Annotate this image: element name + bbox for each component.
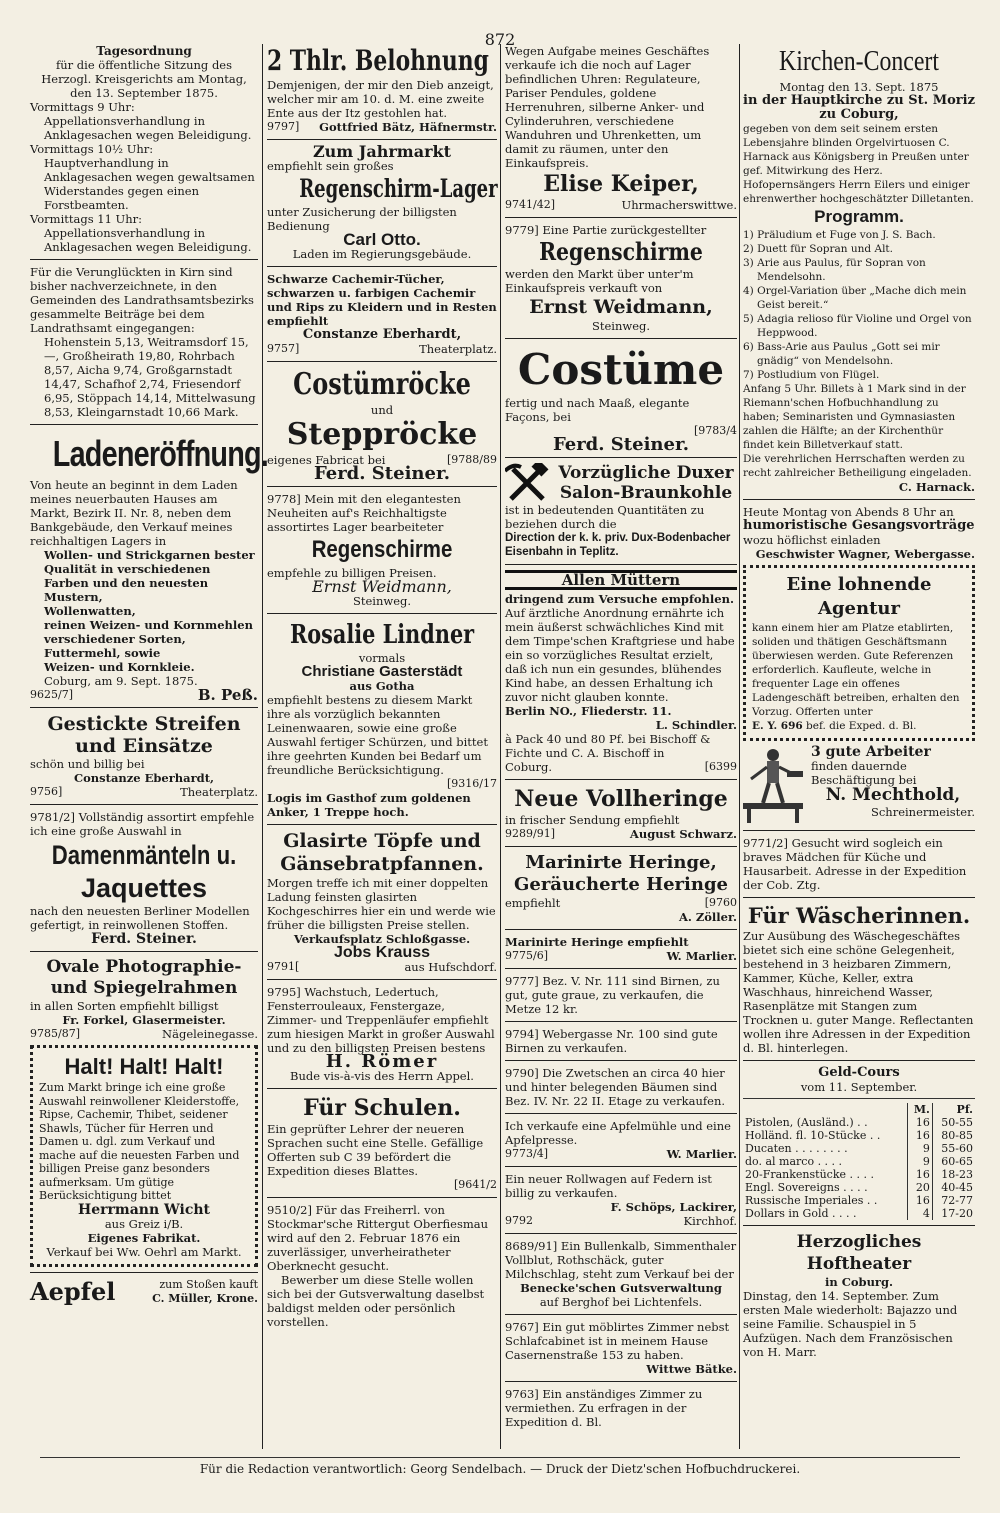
concert-date: Montag den 13. Sept. 1875 <box>779 80 939 94</box>
uhren-text: Wegen Aufgabe meines Geschäftes verkaufe ich die noch auf Lager befindlichen Uhren: Regulateure, Pariser Pendules, goldene Herrenuhren, silberne Anker- und Cylinderuhren, verschiedene Wanduhren und Uhrenketten, um damit zu räumen, unter den Einkaufspreis. <box>505 44 710 170</box>
tagesordnung-intro: für die öffentliche Sitzung des Herzogl. Kreisgerichts am Montag, den 13. September 1875. <box>41 58 247 100</box>
agentur-code: E. Y. 696 <box>752 720 803 732</box>
regenschirme-name: Ernst Weidmann, <box>312 577 452 596</box>
separator <box>30 951 258 952</box>
gestickte-ref: 9756] <box>30 785 63 798</box>
braunkohle-headline: Vorzügliche Duxer Salon-Braunkohle <box>558 463 734 503</box>
muettern-price: à Pack 40 und 80 Pf. bei Bischoff & Fichte und C. A. Bischoff in <box>505 732 711 760</box>
aepfel-ad <box>30 1278 258 1306</box>
pfennig-cell: Pf. <box>932 1103 975 1116</box>
separator <box>743 897 975 898</box>
laden-text: Von heute an beginnt in dem Laden meines neuerbauten Hauses am Markt, Bezirk II. Nr. 8, neben dem Bankgebäude, den Verkauf meines reichhaltigen Lagers in <box>30 478 238 548</box>
kirn-text: Für die Verunglückten in Kirn sind bisher nachverzeichnete, in den Gemeinden des Landrathsamtsbezirks gesammelte Beiträge bei dem Landrathsamt eingegangen: <box>30 265 254 335</box>
currency-table-body <box>743 1103 975 1220</box>
currency-row <box>743 1155 975 1168</box>
concert-ad <box>743 44 975 494</box>
imprint-footer: Für die Redaction verantwortlich: Georg Sendelbach. — Druck der Dietz'schen Hofbuchdruckerei. <box>40 1457 960 1476</box>
arbeiter-text: finden dauernde Beschäftigung bei <box>811 759 917 787</box>
separator <box>30 707 258 708</box>
agentur-headline: Eine lohnende Agentur <box>786 574 932 619</box>
tagesordnung-title: Tagesordnung <box>96 44 192 58</box>
separator <box>30 424 258 425</box>
column-divider <box>739 44 740 1449</box>
separator <box>267 1197 497 1198</box>
separator <box>505 1021 737 1022</box>
oberknecht-text: 9510/2] Für das Freiherrl. von Stockmar'sche Rittergut Oberfiesmau wird auf den 2. Februar 1876 ein zuverlässiger, unverheiratheter Oberknecht gesucht. <box>267 1203 489 1273</box>
gestickte-name: Constanze Eberhardt, <box>73 771 215 785</box>
belohnung-text: Demjenigen, der mir den Dieb anzeigt, welcher mir am 10. d. M. eine zweite Ente aus der Itz gestohlen hat. <box>267 78 494 120</box>
roemer-ad <box>267 985 497 1083</box>
gestickte-headline: Gestickte Streifen und Einsätze <box>47 713 241 757</box>
schulen-headline: Für Schulen. <box>303 1095 461 1121</box>
kirn-list: Hohenstein 5,13, Weitramsdorf 15,—, Großheirath 19,80, Rohrbach 8,57, Aicha 9,74, Großgarnstadt 14,47, Schafhof 2,74, Friesendorf 6,95, Stöppach 14,14, Mittelwasung 8,53, Kleingarnstadt 10,66 Mark. <box>44 335 256 419</box>
muettern-headline: Allen Müttern <box>505 570 737 590</box>
lindner-ref: [9316/17 <box>447 777 497 790</box>
separator <box>30 259 258 260</box>
toepfe-text: Morgen treffe ich mit einer doppelten Ladung feinsten glasirten Kochgeschirres hier ein und werde wie früher die billigsten Preise stellen. <box>267 876 496 932</box>
laden-headline: Ladeneröffnung. <box>52 433 268 474</box>
separator <box>505 968 737 969</box>
gestickte-place: Theaterplatz. <box>180 785 258 799</box>
program-item: 1) Präludium et Fuge von J. S. Bach. <box>743 229 936 241</box>
mark-cell: 16 <box>908 1168 933 1181</box>
vollheringe-name: August Schwarz. <box>629 827 737 841</box>
ovale-headline: Ovale Photographie- und Spiegelrahmen <box>46 957 242 998</box>
pfennig-cell: 60-65 <box>932 1155 975 1168</box>
heringe-text: empfiehlt <box>505 896 561 910</box>
weidmann-place: Steinweg. <box>591 319 651 333</box>
heringe-headline: Marinirte Heringe, Geräucherte Heringe <box>514 852 728 895</box>
muettern-ad <box>505 570 737 774</box>
muettern-place: Berlin NO., Fliederstr. 11. <box>505 704 672 718</box>
separator <box>267 139 497 140</box>
laden-signature: B. Peß. <box>197 686 258 704</box>
agentur-end: bef. die Exped. d. Bl. <box>806 720 917 732</box>
ovale-ad <box>30 957 258 1041</box>
ovale-name: Fr. Forkel, Glasermeister. <box>62 1013 226 1027</box>
laden-ref: 9625/7] <box>30 688 73 701</box>
column-3 <box>505 44 737 1433</box>
toepfe-origin: aus Hufschdorf. <box>404 960 497 974</box>
mark-cell: 16 <box>908 1116 933 1129</box>
column-4 <box>743 44 975 1363</box>
zimmer-ad <box>505 1320 737 1376</box>
agentur-ad <box>743 565 975 741</box>
zwetschen-ad: 9790] Die Zwetschen an circa 40 hier und hinter belegenden Bäumen sind Bez. IV. Nr. 22 II. Etage zu verkaufen. <box>505 1066 726 1108</box>
laden-item: Futtermehl, sowie <box>44 646 161 660</box>
jahrmarkt-ad <box>267 142 498 261</box>
aepfel-headline: Aepfel <box>30 1276 116 1306</box>
marlier-heringe-text: Marinirte Heringe empfiehlt <box>505 935 689 949</box>
laden-ad <box>30 430 268 704</box>
pfennig-cell: 17-20 <box>932 1207 975 1220</box>
waescherinnen-headline: Für Wäscherinnen. <box>747 903 971 928</box>
program-item: 7) Postludium von Flügel. <box>743 369 880 381</box>
lindner-vormals: vormals <box>358 651 406 665</box>
bullenkalb-ad <box>505 1239 737 1309</box>
currency-name-cell <box>743 1103 908 1116</box>
weidmann-ad <box>505 223 737 333</box>
regenschirme-headline: Regenschirme <box>311 536 453 563</box>
heringe-name: A. Zöller. <box>678 910 737 924</box>
separator <box>267 1088 497 1089</box>
lindner-logis: Logis im Gasthof zum goldenen Anker, 1 Treppe hoch. <box>267 791 471 819</box>
currency-name-cell: Ducaten . . . . . . . . <box>745 1142 848 1155</box>
regenschirm-lager-headline: Regenschirm-Lager <box>299 174 498 203</box>
separator <box>30 1272 258 1273</box>
ovale-text: in allen Sorten empfiehlt billigst <box>30 999 219 1013</box>
lindner-ad <box>267 619 497 819</box>
currency-row <box>743 1142 975 1155</box>
waescherinnen-text: Zur Ausübung des Wäschegeschäftes bietet sich eine schöne Gelegenheit, bestehend in 3 heizbaren Zimmern, Kammer, Küche, Keller, extra Waschhaus, hinreichend Wasser, Rasenplätze mit Stangen zum Trocknen u. guter Mange. Reflectanten wollen ihre Adressen in der Expedition d. Bl. hinterlegen. <box>743 929 974 1055</box>
costuemroecke-und: und <box>370 403 394 417</box>
braunkohle-ad <box>505 463 737 559</box>
heringe-ad <box>505 852 737 924</box>
laden-item: Weizen- und Kornkleie. <box>44 660 195 674</box>
currency-row <box>743 1207 975 1220</box>
heringe-ref: [9760 <box>704 896 737 909</box>
vollheringe-ad <box>505 785 737 841</box>
muettern-ref: [6399 <box>704 760 737 773</box>
separator <box>505 1233 737 1234</box>
bullenkalb-name: Benecke'schen Gutsverwaltung <box>520 1281 722 1295</box>
roemer-text: 9795] Wachstuch, Ledertuch, Fensterrouleaux, Fenstergaze, Zimmer- und Treppenläufer empfiehlt zum hiesigen Markt in großer Auswahl und zu den billigsten Preisen bestens <box>267 985 495 1055</box>
concert-thanks: Die verehrlichen Herrschaften werden zu recht zahlreicher Betheiligung eingeladen. <box>743 453 972 479</box>
geldcours-title: Geld-Cours <box>818 1065 900 1080</box>
mark-cell: 9 <box>908 1155 933 1168</box>
damenmaentel-headline: Damenmänteln u. <box>51 840 237 870</box>
marlier-heringe-name: W. Marlier. <box>666 949 737 963</box>
currency-name-cell: do. al marco . . . . <box>745 1155 843 1168</box>
braunkohle-text: ist in bedeutenden Quantitäten zu beziehen durch die <box>505 503 705 531</box>
theater-city: in Coburg. <box>824 1275 894 1289</box>
belohnung-headline: 2 Thlr. Belohnung <box>267 44 489 77</box>
gesang-sub: wozu höflichst einladen <box>743 533 881 547</box>
bullenkalb-text: 8689/91] Ein Bullenkalb, Simmenthaler Vollblut, Rothschäck, guter Milchschlag, steht zum Verkauf bei der <box>505 1239 737 1281</box>
gesang-text: Heute Montag von Abends 8 Uhr an <box>743 505 954 519</box>
separator <box>267 486 497 487</box>
separator <box>505 217 737 218</box>
uhren-place: Uhrmacherswittwe. <box>621 198 737 212</box>
apfelmuehle-ref: 9773/4] <box>505 1147 548 1160</box>
rollwagen-ad <box>505 1172 737 1228</box>
concert-info: Anfang 5 Uhr. Billets à 1 Mark sind in der Riemann'schen Hofbuchhandlung zu haben; Seminaristen und Gymnasiasten zahlen die Hälfte; an der Kirchenthür findet kein Billetverkauf statt. <box>743 383 966 451</box>
currency-row <box>743 1168 975 1181</box>
separator <box>505 1381 737 1382</box>
costuemroecke-name: Ferd. Steiner. <box>313 463 451 484</box>
tagesordnung-item: Vormittags 10½ Uhr: Hauptverhandlung in Anklagesachen wegen gewaltsamen Widerstandes gegen einen Forstbeamten. <box>30 142 255 212</box>
concert-text: gegeben von dem seit seinem ersten Lebensjahre blinden Orgelvirtuosen C. Harnack aus Königsberg in Preußen unter gef. Mitwirkung des Herz. Hofopernsängers Herrn Eilers und einiger ehrenwerther hochgeschätzter Dilletanten. <box>743 123 974 205</box>
belohnung-name: Gottfried Bätz, Häfnermstr. <box>319 120 497 134</box>
muettern-name: L. Schindler. <box>655 718 737 732</box>
costueme-headline: Costüme <box>517 345 725 394</box>
mark-cell: 16 <box>908 1194 933 1207</box>
separator <box>505 1060 737 1061</box>
pfennig-cell: 80-85 <box>932 1129 975 1142</box>
muettern-city: Coburg. <box>505 760 553 774</box>
pfennig-cell: 40-45 <box>932 1181 975 1194</box>
costuemroecke-text: eigenes Fabricat bei <box>267 453 386 467</box>
costuemroecke-ref: [9788/89 <box>447 453 497 466</box>
currency-table <box>743 1103 975 1220</box>
uhren-ref: 9741/42] <box>505 198 555 211</box>
program-item: 3) Arie aus Paulus, für Sopran von Mendelsohn. <box>743 257 926 283</box>
costueme-name: Ferd. Steiner. <box>552 434 690 455</box>
costueme-ref: [9783/4 <box>694 424 737 437</box>
gestickte-text: schön und billig bei <box>30 757 145 771</box>
concert-city: zu Coburg, <box>819 107 899 122</box>
mark-cell: 20 <box>908 1181 933 1194</box>
halt-name: Herrmann Wicht <box>78 1201 210 1218</box>
braunkohle-direction: Direction der k. k. priv. Dux-Bodenbacher Eisenbahn in Teplitz. <box>505 532 731 558</box>
jahrmarkt-name: Carl Otto. <box>343 230 421 249</box>
currency-name-cell: Pistolen, (Ausländ.) . . <box>745 1116 868 1129</box>
jahrmarkt-title: Zum Jahrmarkt <box>312 142 451 161</box>
halt-text: Zum Markt bringe ich eine große Auswahl reinwollener Kleiderstoffe, Ripse, Cachemir, Thibet, seidener Shawls, Tücher für Herren und Damen u. dgl. zum Verkauf und mache auf die neuesten Farben und billigen Preise ganz besonders aufmerksam. Um gütige Berücksichtigung bittet <box>39 1081 240 1202</box>
cachemir-ad <box>267 272 497 356</box>
ovale-ref: 9785/87] <box>30 1027 80 1040</box>
currency-name-cell: Dollars in Gold . . . . <box>745 1207 857 1220</box>
currency-row <box>743 1181 975 1194</box>
maedchen-ad: 9771/2] Gesucht wird sogleich ein braves Mädchen für Küche und Hausarbeit. Adresse in der Expedition der Cob. Ztg. <box>743 836 967 892</box>
halt-place: aus Greiz i/B. <box>104 1216 184 1231</box>
schulen-text: Ein geprüfter Lehrer der neueren Sprachen sucht eine Stelle. Gefällige Offerten sub C 39 befördert die Expedition dieses Blattes. <box>267 1122 484 1178</box>
laden-item: reinen Weizen- und Kornmehlen verschiedener Sorten, <box>44 618 253 646</box>
laden-item: Wollen- und Strickgarnen bester Qualität in verschiedenen Farben und den neuesten Mustern, <box>44 548 255 604</box>
separator <box>505 338 737 339</box>
mark-cell: M. <box>908 1103 933 1116</box>
arbeiter-name: N. Mechthold, <box>825 785 961 805</box>
apfelmuehle-text: Ich verkaufe eine Apfelmühle und eine Apfelpresse. <box>505 1119 731 1147</box>
separator <box>505 1113 737 1114</box>
uhren-ad <box>505 44 737 212</box>
zimmer2-ad: 9763] Ein anständiges Zimmer zu vermiethen. Zu erfragen in der Expedition d. Bl. <box>505 1387 703 1429</box>
damenmaentel-text: nach den neuesten Berliner Modellen gefertigt, in reinwollenen Stoffen. <box>30 904 250 932</box>
steppdroecke-headline: Steppröcke <box>286 417 478 452</box>
separator <box>743 1098 975 1099</box>
cachemir-place: Theaterplatz. <box>419 342 497 356</box>
aepfel-text: zum Stoßen kauft <box>159 1277 258 1291</box>
gesang-headline: humoristische Gesangsvorträge <box>743 518 975 533</box>
cachemir-ref: 9757] <box>267 342 300 355</box>
separator <box>505 846 737 847</box>
muettern-text: Auf ärztliche Anordnung ernährte ich mein äußerst schwächliches Kind mit dem Timpe'schen Kraftgriese und habe ein so vorzügliches Resultat erzielt, daß ich nun ein gesundes, blühendes Kind habe, an dessen Erhaltung ich zuvor nicht glauben konnte. <box>505 606 735 704</box>
separator <box>267 824 497 825</box>
cachemir-name: Constanze Eberhardt, <box>302 327 462 342</box>
currency-row <box>743 1129 975 1142</box>
separator <box>267 361 497 362</box>
weidmann-text: werden den Markt über unter'm Einkaufspreis verkauft von <box>505 267 694 295</box>
marlier-heringe-ad <box>505 935 737 963</box>
lindner-headline: Rosalie Lindner <box>290 620 475 650</box>
belohnung-ad <box>267 44 497 134</box>
birnen-ad: 9777] Bez. V. Nr. 111 sind Birnen, zu gut, gute graue, zu verkaufen, die Metze 12 kr. <box>505 974 720 1016</box>
jahrmarkt-sub: empfiehlt sein großes <box>267 159 394 173</box>
costueme-text: fertig und nach Maaß, elegante Façons, bei <box>505 396 690 424</box>
arbeiter-place: Schreinermeister. <box>870 804 975 819</box>
vollheringe-headline: Neue Vollheringe <box>514 786 728 812</box>
aepfel-name: C. Müller, Krone. <box>152 1291 258 1305</box>
tagesordnung-item: Vormittags 11 Uhr: Appellationsverhandlung in Anklagesachen wegen Beleidigung. <box>30 212 252 254</box>
rollwagen-name: F. Schöps, Lackirer, <box>610 1200 737 1214</box>
jahrmarkt-text: unter Zusicherung der billigsten Bedienung <box>267 205 457 233</box>
damenmaentel-ad <box>30 810 258 946</box>
halt-headline: Halt! Halt! Halt! <box>64 1054 224 1079</box>
separator <box>505 457 737 458</box>
page-number: 872 <box>484 30 516 49</box>
mark-cell: 4 <box>908 1207 933 1220</box>
concert-program-title: Programm. <box>814 207 904 226</box>
vollheringe-text: in frischer Sendung empfiehlt <box>505 813 680 827</box>
currency-header-row <box>743 1103 975 1116</box>
gesang-name: Geschwister Wagner, Webergasse. <box>755 547 975 561</box>
theater-text: Dinstag, den 14. September. Zum ersten Male wiederholt: Bajazzo und seine Familie. Schauspiel in 5 Aufzügen. Nach dem Französischen von H. Marr. <box>743 1289 958 1359</box>
concert-sign: C. Harnack. <box>898 480 975 494</box>
roemer-name: H. Römer <box>325 1051 439 1072</box>
theater-ad <box>743 1231 975 1359</box>
program-item: 5) Adagia relioso für Violine und Orgel von Heppwood. <box>743 313 972 339</box>
currency-name-cell: 20-Frankenstücke . . . . <box>745 1168 874 1181</box>
separator <box>743 830 975 831</box>
currency-row <box>743 1116 975 1129</box>
weidmann-headline: Regenschirme <box>539 237 703 266</box>
webergasse-birnen-ad: 9794] Webergasse Nr. 100 sind gute Birnen zu verkaufen. <box>505 1027 718 1055</box>
cachemir-text: Schwarze Cachemir-Tücher, schwarzen u. farbigen Cachemir und Rips zu Kleidern und in Resten empfiehlt <box>267 272 497 328</box>
pfennig-cell: 18-23 <box>932 1168 975 1181</box>
rollwagen-text: Ein neuer Rollwagen auf Federn ist billig zu verkaufen. <box>505 1172 712 1200</box>
arbeiter-ad <box>743 745 975 825</box>
regenschirme-text: empfehle zu billigen Preisen. <box>267 566 437 580</box>
concert-headline: Kirchen-Concert <box>779 46 939 77</box>
column-divider <box>500 44 501 1449</box>
regenschirme-ad <box>267 492 497 608</box>
geldcours-date: vom 11. September. <box>800 1080 918 1094</box>
mark-cell: 9 <box>908 1142 933 1155</box>
separator <box>505 929 737 930</box>
oberknecht-ad <box>267 1203 497 1329</box>
carpenter-worker-icon <box>743 745 805 825</box>
laden-place-date: Coburg, am 9. Sept. 1875. <box>44 674 198 688</box>
program-item: 2) Duett für Sopran und Alt. <box>743 243 893 255</box>
regenschirme-intro: 9778] Mein mit den elegantesten Neuheiten auf's Reichhaltigste assortirtes Lager bearbeiteter <box>267 492 461 534</box>
concert-place: in der Hauptkirche zu St. Moriz <box>743 93 975 108</box>
uhren-name: Elise Keiper, <box>543 171 699 197</box>
gesang-ad <box>743 505 975 561</box>
tagesordnung-notice <box>30 44 258 254</box>
halt-ad <box>30 1045 258 1267</box>
bullenkalb-place: auf Berghof bei Lichtenfels. <box>539 1295 703 1309</box>
lindner-place: aus Gotha <box>349 679 415 693</box>
pfennig-cell: 72-77 <box>932 1194 975 1207</box>
theater-headline: Herzogliches Hoftheater <box>796 1232 922 1274</box>
damenmaentel-name: Ferd. Steiner. <box>91 931 197 947</box>
currency-name-cell: Russische Imperiales . . <box>745 1194 878 1207</box>
pfennig-cell: 50-55 <box>932 1116 975 1129</box>
currency-name-cell: Holländ. fl. 10-Stücke . . <box>745 1129 881 1142</box>
hammer-and-pick-icon <box>505 463 549 503</box>
separator <box>505 1166 737 1167</box>
lindner-text: empfiehlt bestens zu diesem Markt ihre als vorzüglich bekannten Leinenwaaren, sowie eine große Auswahl fertiger Schürzen, und bittet ihre geehrten Kunden bei Bedarf um freundliche Berücksichtigung. <box>267 693 488 777</box>
damenmaentel-intro: 9781/2] Vollständig assortirt empfehle ich eine große Auswahl in <box>30 810 255 838</box>
costuemroecke-ad <box>267 367 497 484</box>
arbeiter-headline: 3 gute Arbeiter <box>811 745 931 760</box>
halt-footer: Verkauf bei Ww. Oehrl am Markt. <box>46 1244 242 1259</box>
kirn-notice <box>30 265 258 419</box>
currency-row <box>743 1194 975 1207</box>
laden-item: Wollenwatten, <box>44 604 136 618</box>
mark-cell: 16 <box>908 1129 933 1142</box>
toepfe-place: Verkaufsplatz Schloßgasse. <box>293 932 471 946</box>
oberknecht-text2: Bewerber um diese Stelle wollen sich bei der Gutsverwaltung daselbst baldigst melden oder persönlich vorstellen. <box>267 1273 485 1329</box>
column-1 <box>30 44 268 1310</box>
ovale-place: Nägeleinegasse. <box>162 1027 258 1041</box>
column-2 <box>267 44 497 1333</box>
program-item: 4) Orgel-Variation über „Mache dich mein Geist bereit.“ <box>743 285 967 311</box>
vollheringe-ref: 9289/91] <box>505 827 555 840</box>
costuemroecke-headline: Costümröcke <box>293 367 471 402</box>
program-item: 6) Bass-Arie aus Paulus „Gott sei mir gnädig“ von Mendelsohn. <box>743 341 940 367</box>
apfelmuehle-ad <box>505 1119 737 1161</box>
waescherinnen-ad <box>743 903 975 1055</box>
roemer-place: Bude vis-à-vis des Herrn Appel. <box>290 1069 474 1083</box>
halt-fabrikat: Eigenes Fabrikat. <box>87 1230 201 1245</box>
toepfe-name: Jobs Krauss <box>333 944 431 961</box>
costueme-ad <box>505 344 737 455</box>
tagesordnung-item: Vormittags 9 Uhr: Appellationsverhandlung in Anklagesachen wegen Beleidigung. <box>30 100 252 142</box>
toepfe-headline: Glasirte Töpfe und Gänsebratpfannen. <box>280 830 484 875</box>
pfennig-cell: 55-60 <box>932 1142 975 1155</box>
separator <box>505 779 737 780</box>
currency-name-cell: Engl. Sovereigns . . . . <box>745 1181 868 1194</box>
column-divider <box>262 44 263 1449</box>
separator <box>267 979 497 980</box>
separator <box>267 613 497 614</box>
separator <box>743 1060 975 1061</box>
toepfe-ad <box>267 830 497 974</box>
separator <box>743 499 975 500</box>
jahrmarkt-place: Laden im Regierungsgebäude. <box>292 247 472 261</box>
gestickte-ad <box>30 713 258 799</box>
geld-cours <box>743 1066 975 1220</box>
regenschirme-place: Steinweg. <box>352 594 412 608</box>
separator <box>267 266 497 267</box>
separator <box>30 804 258 805</box>
agentur-text: kann einem hier am Platze etablirten, soliden und thätigen Geschäftsmann überwiesen werden. Gute Referenzen erforderlich. Kaufleute, welche in frequenter Lage ein offenes Ladengeschäft betreiben, erhalten den Vorzug. Offerten unter <box>752 622 960 718</box>
muettern-sub: dringend zum Versuche empfohlen. <box>505 592 734 606</box>
toepfe-ref: 9791[ <box>267 960 300 973</box>
marlier-heringe-ref: 9775/6] <box>505 949 548 962</box>
lindner-name: Christiane Gasterstädt <box>301 663 463 680</box>
schulen-ref: [9641/2 <box>454 1178 497 1191</box>
schulen-ad <box>267 1094 497 1192</box>
weidmann-intro: 9779] Eine Partie zurückgestellter <box>505 223 707 237</box>
belohnung-ref: 9797] <box>267 120 300 133</box>
separator <box>743 1225 975 1226</box>
zimmer-name: Wittwe Bätke. <box>646 1362 737 1376</box>
separator <box>505 564 737 565</box>
zimmer-text: 9767] Ein gut möblirtes Zimmer nebst Schlafcabinet ist in meinem Hause Casernenstraße 153 zu haben. <box>505 1320 730 1362</box>
rollwagen-ref: 9792 <box>505 1214 533 1227</box>
weidmann-name: Ernst Weidmann, <box>529 296 713 318</box>
rollwagen-place: Kirchhof. <box>683 1214 737 1228</box>
jaquettes-headline: Jaquettes <box>80 873 208 903</box>
apfelmuehle-name: W. Marlier. <box>666 1147 737 1161</box>
separator <box>505 1314 737 1315</box>
